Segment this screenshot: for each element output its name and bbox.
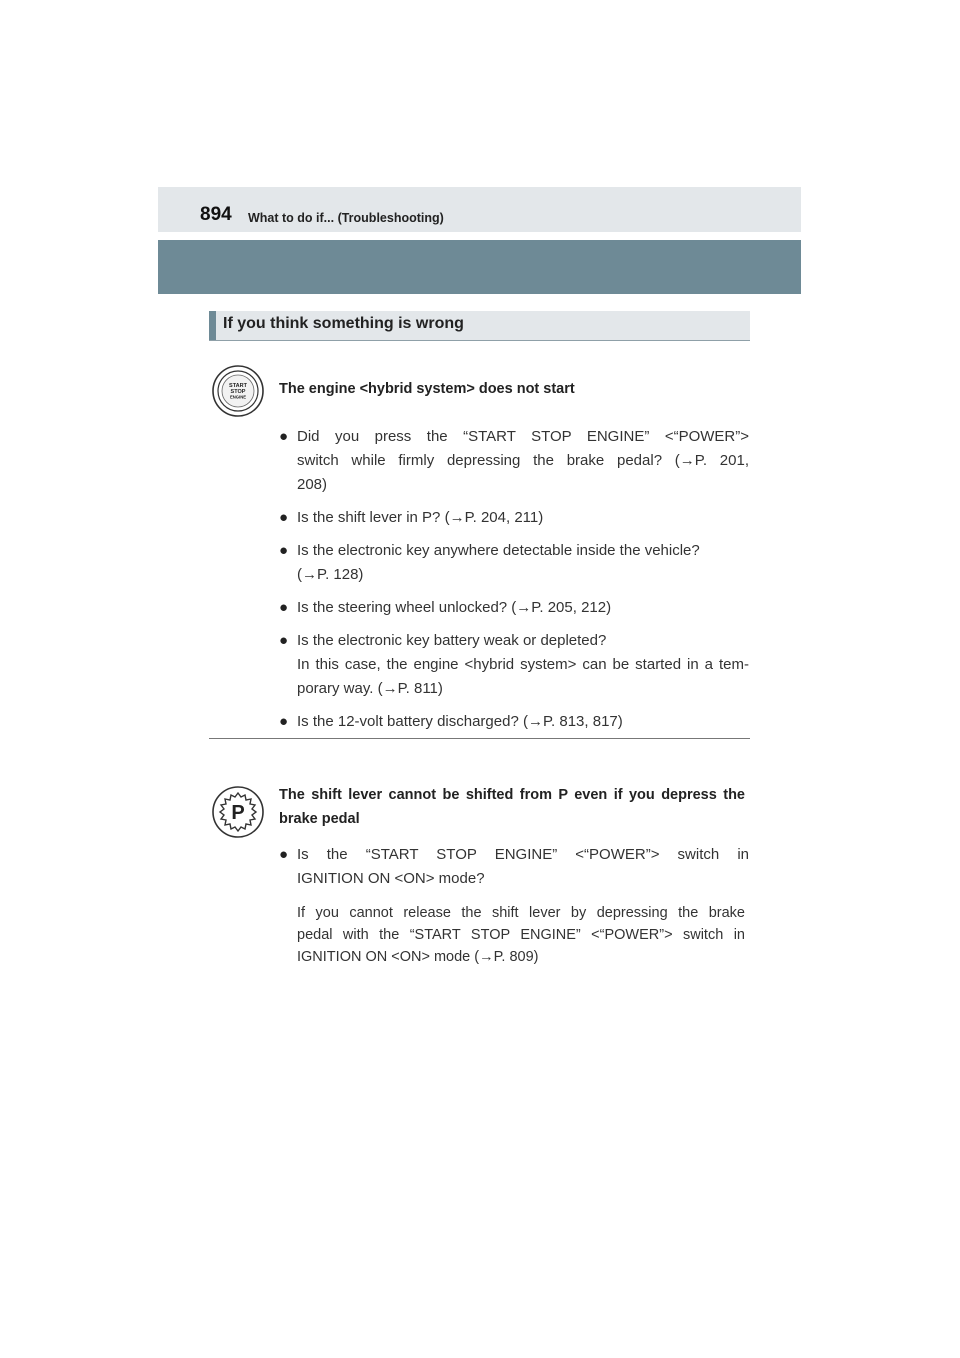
- icon-text-start: START: [229, 383, 247, 389]
- list-item-text: IGNITION ON <ON> mode?: [297, 870, 485, 887]
- icon-text-stop: STOP: [230, 389, 246, 395]
- list-item-text: (→P. 128): [297, 566, 364, 583]
- bullet-icon: ●: [279, 599, 289, 616]
- list-item-text: In this case, the engine <hybrid system> can be started in a tem-: [297, 656, 749, 673]
- list-item: [279, 629, 749, 701]
- icon-text-engine: ENGINE: [229, 394, 247, 400]
- item-heading-engine-not-start: The engine <hybrid system> does not start: [279, 381, 575, 397]
- item-heading-shift-lever-line1: The shift lever cannot be shifted from P even if you depress the: [279, 787, 745, 803]
- section-accent: [209, 311, 216, 340]
- bullet-icon: ●: [279, 713, 289, 730]
- list-item-text: porary way. (→P. 811): [297, 680, 443, 697]
- list-item: [279, 710, 749, 734]
- shift-lever-checklist: [279, 843, 749, 891]
- list-item-text: Is the electronic key anywhere detectable inside the vehicle?: [297, 542, 700, 559]
- list-item-text: Is the “START STOP ENGINE” <“POWER”> switch in: [297, 846, 749, 863]
- note-text: pedal with the “START STOP ENGINE” <“POWER”> switch in: [297, 927, 745, 943]
- bullet-icon: ●: [279, 846, 289, 863]
- park-gear-icon: [212, 786, 264, 838]
- header-band: [158, 187, 801, 232]
- shift-lever-note: [297, 902, 745, 968]
- list-item-text: Is the shift lever in P? (→P. 204, 211): [297, 509, 544, 526]
- list-item-text: 208): [297, 476, 328, 493]
- icon-letter-p: P: [231, 802, 245, 824]
- list-item-text: Is the steering wheel unlocked? (→P. 205, 212): [297, 599, 612, 616]
- section-divider: [209, 738, 750, 739]
- list-item: [279, 596, 749, 620]
- list-item: [279, 539, 749, 587]
- chapter-title: What to do if... (Troubleshooting): [248, 211, 444, 225]
- section-title: If you think something is wrong: [223, 315, 464, 332]
- start-stop-button-icon: [212, 365, 264, 417]
- list-item: [279, 425, 749, 497]
- item-heading-shift-lever-line2: brake pedal: [279, 811, 360, 827]
- list-item: [279, 506, 749, 530]
- note-text: If you cannot release the shift lever by depressing the brake: [297, 905, 745, 921]
- list-item: [279, 843, 749, 891]
- section-header: [209, 311, 750, 341]
- bullet-icon: ●: [279, 632, 289, 649]
- chapter-color-band: [158, 240, 801, 294]
- list-item-text: Did you press the “START STOP ENGINE” <“POWER”>: [297, 428, 749, 445]
- note-text: IGNITION ON <ON> mode (→P. 809): [297, 949, 539, 965]
- list-item-text: switch while firmly depressing the brake pedal? (→P. 201,: [297, 452, 749, 469]
- bullet-icon: ●: [279, 428, 289, 445]
- list-item-text: Is the electronic key battery weak or depleted?: [297, 632, 607, 649]
- engine-checklist: [279, 425, 749, 734]
- page-number: 894: [200, 204, 232, 225]
- bullet-icon: ●: [279, 542, 289, 559]
- list-item-text: Is the 12-volt battery discharged? (→P. 813, 817): [297, 713, 623, 730]
- bullet-icon: ●: [279, 509, 289, 526]
